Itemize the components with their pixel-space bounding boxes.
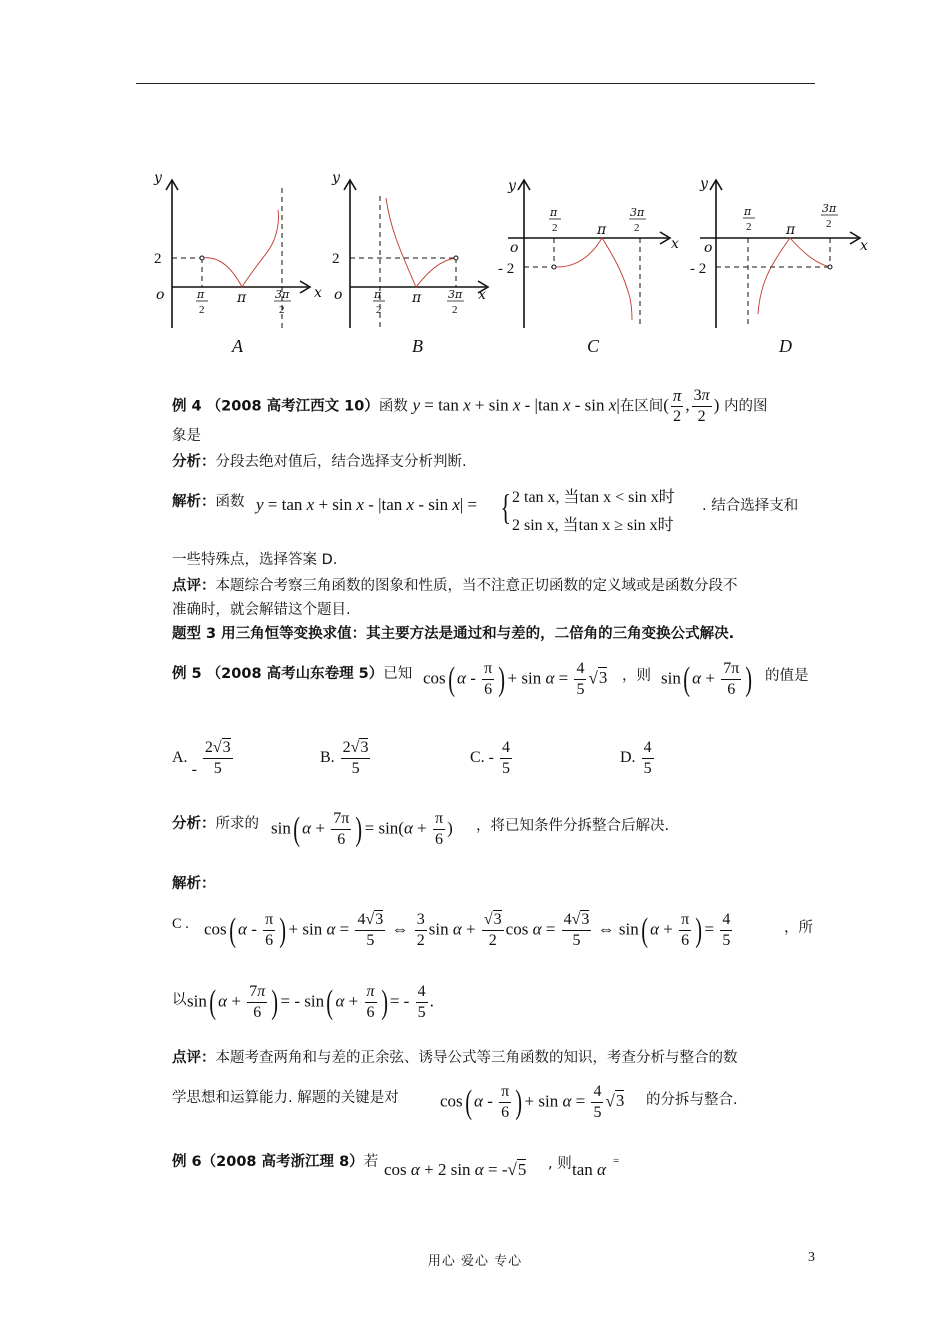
half-pi-den: 2 bbox=[199, 304, 205, 316]
three-half-den: 2 bbox=[826, 218, 832, 230]
ex4-solution-formula: y = tan x + sin x - |tan x - sin x| = bbox=[256, 495, 478, 514]
option-c: C. - $\frac{4}{5}$ bbox=[470, 739, 510, 777]
option-a: A. - $\frac{2√3}{5}$ bbox=[172, 739, 231, 779]
origin-label: o bbox=[704, 240, 713, 256]
two-label: - 2 bbox=[498, 261, 515, 277]
ex5-analysis-text-2: ，将已知条件分拆整合后解决. bbox=[476, 818, 670, 834]
y-label: y bbox=[332, 170, 340, 186]
ex4-label: 例 4 （2008 高考江西文 10） bbox=[172, 398, 379, 415]
graph-a bbox=[150, 168, 330, 333]
graph-d-plot bbox=[690, 168, 880, 333]
curve bbox=[202, 210, 279, 287]
open-point bbox=[828, 265, 832, 269]
two-label: 2 bbox=[332, 251, 340, 267]
page-number: 3 bbox=[808, 1250, 815, 1265]
three-half-den: 2 bbox=[634, 222, 640, 234]
three-half-num: 3π bbox=[448, 288, 463, 301]
half-pi-num: π bbox=[744, 205, 752, 218]
graph-a-plot bbox=[150, 168, 330, 333]
ex4-text-4: 象是 bbox=[172, 428, 201, 444]
ex4-analysis-text: 分段去绝对值后，结合选择支分析判断. bbox=[215, 454, 467, 470]
ex6-text-3: = bbox=[613, 1155, 620, 1167]
ex4-text-3: 内的图 bbox=[723, 398, 768, 415]
curve bbox=[386, 198, 456, 287]
ex5-solution-yi: 以 bbox=[172, 992, 187, 1008]
ex5-comment-2a: 学思想和运算能力. 解题的关键是对 bbox=[172, 1090, 399, 1106]
x-label: x bbox=[478, 287, 486, 303]
ex5-solution-c: C . bbox=[172, 916, 189, 932]
half-pi-num: π bbox=[374, 288, 382, 301]
ex4-interval: ( bbox=[663, 395, 669, 415]
graph-d bbox=[690, 168, 880, 333]
caption-b: B bbox=[412, 336, 423, 356]
curve bbox=[554, 238, 632, 320]
ex5-solution-result: sin( α + $\frac{7\pi}{6}$ ) = - sin( α + $\frac{\pi}{6}$ ) = - $\frac{4}{5}$ . bbox=[187, 983, 434, 1021]
ex4-text-1: 函数 bbox=[378, 398, 408, 415]
ex5-analysis bbox=[172, 814, 259, 834]
ex5-comment-formula: cos( α - $\frac{\pi}{6}$ ) + sin α = $\frac{4}{5}$ √3 bbox=[440, 1083, 625, 1121]
origin-label: o bbox=[156, 287, 165, 303]
ex5-statement bbox=[172, 664, 412, 684]
type3-heading: 题型 3 用三角恒等变换求值：其主要方法是通过和与差的，二倍角的三角变换公式解决. bbox=[172, 626, 735, 642]
option-b-label: B. bbox=[320, 749, 335, 767]
ex5-comment bbox=[172, 1048, 738, 1068]
ex5-solution-label: 解析： bbox=[172, 876, 216, 892]
ex4-comment-2: 准确时，就会解错这个题目. bbox=[172, 602, 351, 618]
caption-c: C bbox=[587, 336, 600, 356]
ex4-statement: 例 4 （2008 高考江西文 10）函数 y = tan x + sin x - |tan x - sin x|在区间( $\frac{\pi}{2}$ , $\frac{3\pi}{2}$ ) 内的图 bbox=[172, 386, 768, 425]
graph-c bbox=[498, 168, 688, 333]
ex5-label: 例 5 （2008 高考山东卷理 5） bbox=[172, 666, 384, 682]
two-label: 2 bbox=[154, 251, 162, 267]
two-label: - 2 bbox=[690, 261, 707, 277]
half-pi-den: 2 bbox=[376, 304, 382, 316]
ex4-solution-label: 解析： bbox=[172, 494, 216, 510]
ex5-text-2: ，则 bbox=[622, 668, 651, 684]
option-c-label: C. bbox=[470, 749, 485, 767]
ex4-case-1: 2 tan x, 当tan x < sin x时 bbox=[512, 489, 675, 506]
ex5-analysis-label: 分析： bbox=[172, 816, 216, 832]
x-label: x bbox=[671, 236, 679, 252]
ex4-case-2: 2 sin x, 当tan x ≥ sin x时 bbox=[512, 517, 674, 534]
x-label: x bbox=[860, 238, 868, 254]
ex6-text-1: 若 bbox=[363, 1154, 379, 1170]
ex5-solution-suo: ，所 bbox=[784, 920, 813, 936]
caption-d: D bbox=[779, 336, 792, 356]
brace: { bbox=[500, 487, 511, 527]
open-point bbox=[200, 256, 204, 260]
half-pi-den: 2 bbox=[746, 221, 752, 233]
y-label: y bbox=[700, 176, 708, 192]
three-half-num: 3π bbox=[630, 206, 645, 219]
ex4-comment-label: 点评： bbox=[172, 578, 216, 594]
ex4-solution-text-1: 函数 bbox=[215, 494, 245, 510]
ex4-solution-text-3: 一些特殊点，选择答案 D. bbox=[172, 552, 338, 568]
graph-b bbox=[328, 168, 508, 333]
open-point bbox=[454, 256, 458, 260]
ex5-condition: cos( α - $\frac{\pi}{6}$ ) + sin α = $\frac{4}{5}$ √3 bbox=[423, 660, 608, 698]
origin-label: o bbox=[510, 240, 519, 256]
three-half-num: 3π bbox=[822, 202, 837, 215]
ex4-solution-text-2: . 结合选择支和 bbox=[702, 498, 799, 514]
pi-label: π bbox=[786, 222, 796, 238]
three-half-den: 2 bbox=[452, 304, 458, 316]
option-d: D. $\frac{4}{5}$ bbox=[620, 739, 652, 777]
ex4-formula: y bbox=[412, 395, 420, 415]
ex5-solution-chain: cos( α - $\frac{\pi}{6}$ ) + sin α = $\frac{4√3}{5}$ ⇔ $\frac{3}{2}$ sin α + $\frac{√3}{2}$ cos α = $\frac{4√3}{5}$ ⇔ sin( α + $\frac{\pi}{6}$ ) = $\frac{4}{5}$ bbox=[204, 911, 731, 949]
ex5-text-1: 已知 bbox=[383, 666, 413, 682]
ex5-analysis-text-1: 所求的 bbox=[215, 816, 259, 832]
y-label: y bbox=[154, 170, 162, 186]
open-point bbox=[552, 265, 556, 269]
ex4-comment bbox=[172, 576, 738, 596]
ex6-text-2: , 则 bbox=[548, 1156, 572, 1172]
pi-label: π bbox=[412, 290, 422, 306]
graph-c-plot bbox=[498, 168, 688, 333]
ex5-target: sin( α + $\frac{7\pi}{6}$ ) bbox=[661, 660, 753, 698]
option-d-label: D. bbox=[620, 749, 636, 767]
pi-label: π bbox=[237, 290, 247, 306]
ex4-analysis-label: 分析： bbox=[172, 454, 216, 470]
ex4-comment-1: 本题综合考察三角函数的图象和性质，当不注意正切函数的定义域或是函数分段不 bbox=[215, 578, 738, 594]
ex5-text-3: 的值是 bbox=[765, 668, 809, 684]
ex5-comment-1: 本题考查两角和与差的正余弦、诱导公式等三角函数的知识，考查分析与整合的数 bbox=[215, 1050, 738, 1066]
option-a-label: A. bbox=[172, 749, 188, 767]
half-pi-den: 2 bbox=[552, 222, 558, 234]
half-pi-num: π bbox=[550, 206, 558, 219]
footer: 用心 爱心 专心 bbox=[427, 1254, 523, 1269]
ex5-comment-2b: 的分拆与整合. bbox=[646, 1092, 738, 1108]
header-rule bbox=[136, 83, 815, 84]
x-label: x bbox=[314, 285, 322, 301]
three-half-num: 3π bbox=[275, 288, 290, 301]
ex6-statement bbox=[172, 1152, 378, 1172]
ex6-tan: tan α bbox=[572, 1160, 606, 1179]
three-half-den: 2 bbox=[279, 304, 285, 316]
curve bbox=[758, 238, 830, 314]
origin-label: o bbox=[334, 287, 343, 303]
ex4-solution bbox=[172, 492, 245, 512]
half-pi-num: π bbox=[197, 288, 205, 301]
ex4-analysis bbox=[172, 452, 467, 472]
ex5-analysis-formula: sin( α + $\frac{7\pi}{6}$ ) = sin(α + $\frac{\pi}{6}$ ) bbox=[271, 810, 453, 848]
pi-label: π bbox=[597, 222, 607, 238]
ex6-formula: cos α + 2 sin α = -√5 bbox=[384, 1160, 527, 1179]
ex5-comment-label: 点评： bbox=[172, 1050, 216, 1066]
ex6-label: 例 6（2008 高考浙江理 8） bbox=[172, 1154, 364, 1170]
option-b: B. $\frac{2√3}{5}$ bbox=[320, 739, 369, 777]
graph-b-plot bbox=[328, 168, 508, 333]
y-label: y bbox=[508, 178, 516, 194]
caption-a: A bbox=[232, 336, 243, 356]
ex4-text-2: 在区间 bbox=[619, 398, 664, 415]
